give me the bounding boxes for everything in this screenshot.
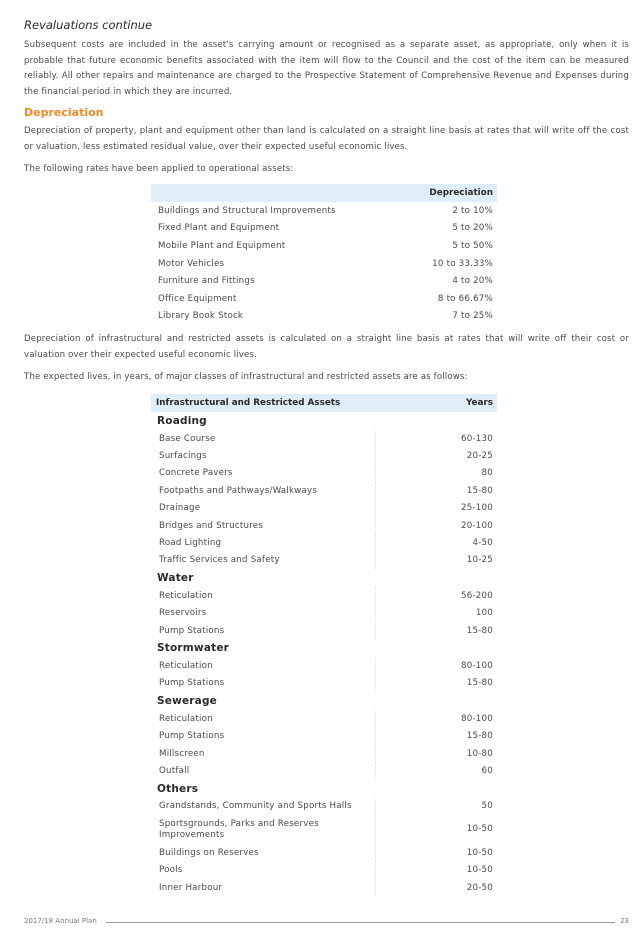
infra-item-label: Pump Stations (159, 731, 225, 742)
table-row (151, 482, 497, 499)
infra-item-years: 60-130 (461, 433, 493, 444)
group-heading: Sewerage (157, 695, 218, 708)
rates-header-depreciation: Depreciation (404, 184, 497, 202)
infra-item-label: Base Course (159, 433, 216, 444)
infra-item-label: Pump Stations (159, 625, 225, 636)
group-row (151, 639, 497, 657)
table-row (151, 237, 497, 255)
table-row (151, 657, 497, 674)
group-row (151, 412, 497, 430)
group-heading: Others (157, 782, 199, 795)
table-row (151, 272, 497, 290)
table-row (151, 552, 497, 569)
rates-rate-cell: 10 to 33.33% (432, 258, 493, 269)
group-heading: Roading (157, 415, 207, 427)
table-row (151, 745, 497, 762)
table-row (151, 798, 497, 815)
infra-item-years: 15-80 (466, 485, 493, 496)
subsequent-costs-paragraph: Subsequent costs are included in the asset's carrying amount or recognised as a separate asset, as appropriate, only when it is probable that future economic benefits associated with the item will flow to the Council and the cost of the item can be measured reliably. All other repairs and maintenance are charged to the Prospective Statement of Comprehensive Revenue and Expenses during the financial period in which they are incurred. (24, 40, 629, 97)
infra-item-years: 20-50 (466, 882, 493, 893)
group-row (151, 780, 497, 798)
table-row (151, 762, 497, 779)
depreciation-rates-table (151, 184, 497, 325)
infra-item-label: Buildings on Reserves (159, 847, 259, 858)
rates-rate-cell: 5 to 20% (452, 223, 493, 234)
infra-item-years: 15-80 (466, 731, 493, 742)
infra-item-years: 100 (475, 608, 493, 619)
section-title: Revaluations continue (24, 18, 153, 32)
rates-rate-cell: 4 to 20% (452, 276, 493, 287)
infra-item-label: Surfacings (159, 451, 207, 462)
expected-lives-intro-paragraph: The expected lives, in years, of major classes of infrastructural and restricted assets are as follows: (24, 372, 468, 382)
rates-rate-cell: 5 to 50% (452, 240, 493, 251)
table-row (151, 534, 497, 551)
infra-item-label: Concrete Pavers (159, 468, 233, 479)
rates-asset-cell: Library Book Stock (158, 311, 244, 322)
infra-item-years: 10-50 (466, 847, 493, 858)
table-row (151, 290, 497, 308)
rates-header-blank (151, 184, 404, 202)
table-row (151, 675, 497, 692)
infra-item-years: 60 (481, 765, 493, 776)
rates-asset-cell: Mobile Plant and Equipment (158, 240, 286, 251)
table-row (151, 710, 497, 727)
infra-item-years: 10-25 (466, 555, 493, 566)
page-footer (24, 917, 629, 929)
infra-item-years: 15-80 (466, 678, 493, 689)
infra-item-label: Bridges and Structures (159, 520, 264, 531)
table-row (151, 220, 497, 238)
infra-item-years: 10-80 (466, 748, 493, 759)
rates-asset-cell: Buildings and Structural Improvements (158, 205, 336, 216)
infra-item-label: Road Lighting (159, 538, 222, 549)
rates-asset-cell: Furniture and Fittings (158, 276, 255, 287)
infra-item-years: 20-25 (466, 451, 493, 462)
depreciation-paragraph: Depreciation of property, plant and equipment other than land is calculated on a straight line basis at rates that will write off the cost or valuation, less estimated residual value, over their expected useful economic lives. (24, 126, 629, 152)
infra-item-years: 80 (481, 468, 493, 479)
infra-item-label: Reticulation (159, 660, 213, 671)
infrastructure-depreciation-paragraph: Depreciation of infrastructural and restricted assets is calculated on a straight line basis at rates that will write off their cost or valuation over their expected useful economic lives. (24, 334, 629, 360)
infra-table-body (151, 412, 497, 896)
infra-item-label: Footpaths and Pathways/Walkways (159, 485, 318, 496)
table-row (151, 844, 497, 861)
rates-rate-cell: 2 to 10% (452, 205, 493, 216)
depreciation-heading: Depreciation (24, 106, 104, 119)
table-row (151, 587, 497, 604)
table-row (151, 202, 497, 220)
infra-item-label: Sportsgrounds, Parks and Reserves Improvements (159, 818, 319, 840)
table-row (151, 500, 497, 517)
infra-item-label: Grandstands, Community and Sports Halls (159, 801, 352, 812)
infra-item-years: 50 (481, 801, 493, 812)
table-row (151, 605, 497, 622)
infra-header-row (151, 394, 497, 412)
infra-item-years: 10-50 (466, 824, 493, 835)
infra-item-label: Outfall (159, 765, 190, 776)
infra-item-label: Traffic Services and Safety (159, 555, 280, 566)
infra-item-years: 80-100 (461, 713, 493, 724)
infra-item-label: Reticulation (159, 590, 213, 601)
table-row (151, 308, 497, 326)
infra-item-years: 10-50 (466, 865, 493, 876)
group-row (151, 692, 497, 710)
infra-item-years: 25-100 (461, 503, 493, 514)
group-heading: Stormwater (157, 642, 230, 655)
rates-rate-cell: 7 to 25% (452, 311, 493, 322)
rates-table-body (151, 202, 497, 325)
rates-asset-cell: Fixed Plant and Equipment (158, 223, 280, 234)
table-row (151, 517, 497, 534)
rates-intro-paragraph: The following rates have been applied to operational assets: (24, 164, 294, 174)
footer-page-number: 23 (620, 917, 629, 925)
group-row (151, 569, 497, 587)
table-row (151, 815, 497, 844)
infra-item-label: Pools (159, 865, 183, 876)
table-row (151, 430, 497, 447)
infra-item-years: 56-200 (461, 590, 493, 601)
footer-document-title: 2017/18 Annual Plan (24, 917, 97, 925)
table-row (151, 879, 497, 896)
table-row (151, 465, 497, 482)
infra-item-label: Pump Stations (159, 678, 225, 689)
table-row (151, 727, 497, 744)
infra-item-years: 80-100 (461, 660, 493, 671)
group-heading: Water (157, 572, 194, 585)
table-row (151, 861, 497, 878)
infra-item-label: Drainage (159, 503, 201, 514)
footer-rule (106, 922, 615, 923)
infra-item-label: Millscreen (159, 748, 205, 759)
table-row (151, 255, 497, 273)
table-row (151, 622, 497, 639)
infra-item-label: Inner Harbour (159, 882, 223, 893)
infra-item-years: 15-80 (466, 625, 493, 636)
rates-asset-cell: Office Equipment (158, 293, 237, 304)
infra-item-years: 4-50 (472, 538, 493, 549)
table-row (151, 447, 497, 464)
infra-item-label: Reticulation (159, 713, 213, 724)
infra-item-years: 20-100 (461, 520, 493, 531)
rates-asset-cell: Motor Vehicles (158, 258, 225, 269)
rates-header-row (151, 184, 497, 202)
infrastructure-lives-table (151, 394, 497, 896)
rates-rate-cell: 8 to 66.67% (437, 293, 493, 304)
infra-header-assets: Infrastructural and Restricted Assets (151, 394, 375, 412)
infra-item-label: Reservoirs (159, 608, 207, 619)
infra-header-years: Years (376, 394, 497, 412)
